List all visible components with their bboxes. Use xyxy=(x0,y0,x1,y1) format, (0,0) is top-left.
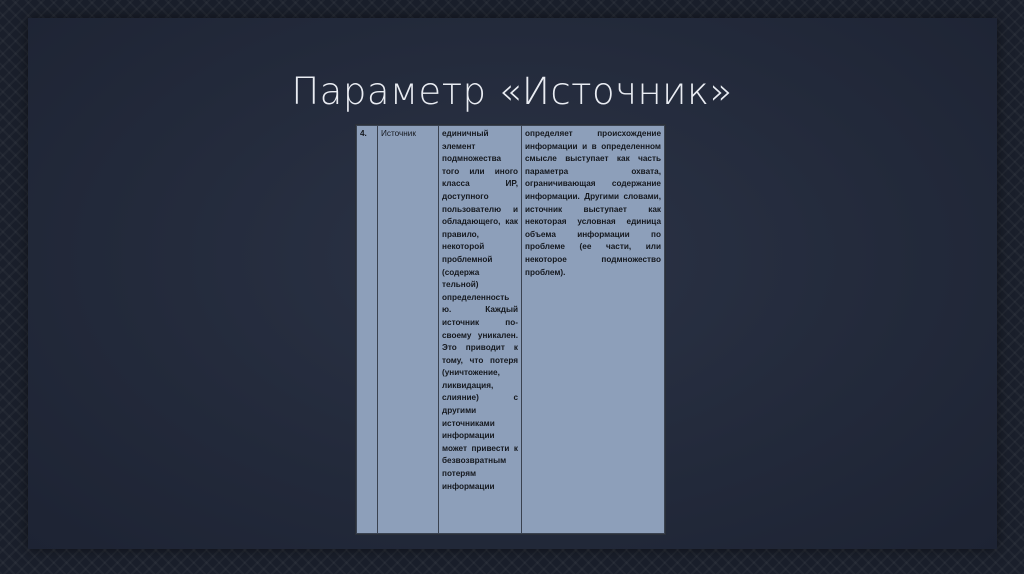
table xyxy=(356,125,665,534)
row-number: 4. xyxy=(357,126,378,534)
parameter-definition: единичный элемент подмножества того или иного класса ИР, доступного пользователю и обладающего, как правило, некоторой проблемной (содержа тельной) определенность ю. Каждый источник по-своему уникален. Это приводит к тому, что потеря (уничтожение, ликвидация, слияние) с другими источниками информации может привести к безвозвратным потерям информации xyxy=(439,126,522,534)
slide-title: Параметр «Источник» xyxy=(291,70,733,113)
parameter-name: Источник xyxy=(378,126,439,534)
parameter-description: определяет происхождение информации и в определенном смысле выступает как часть параметра охвата, ограничивающая содержание информации. Другими словами, источник выступает как некоторая условная единица объема информации по проблеме (ее части, или некоторое подмножество проблем). xyxy=(522,126,665,534)
table-row xyxy=(357,126,665,534)
parameter-table xyxy=(355,124,666,535)
